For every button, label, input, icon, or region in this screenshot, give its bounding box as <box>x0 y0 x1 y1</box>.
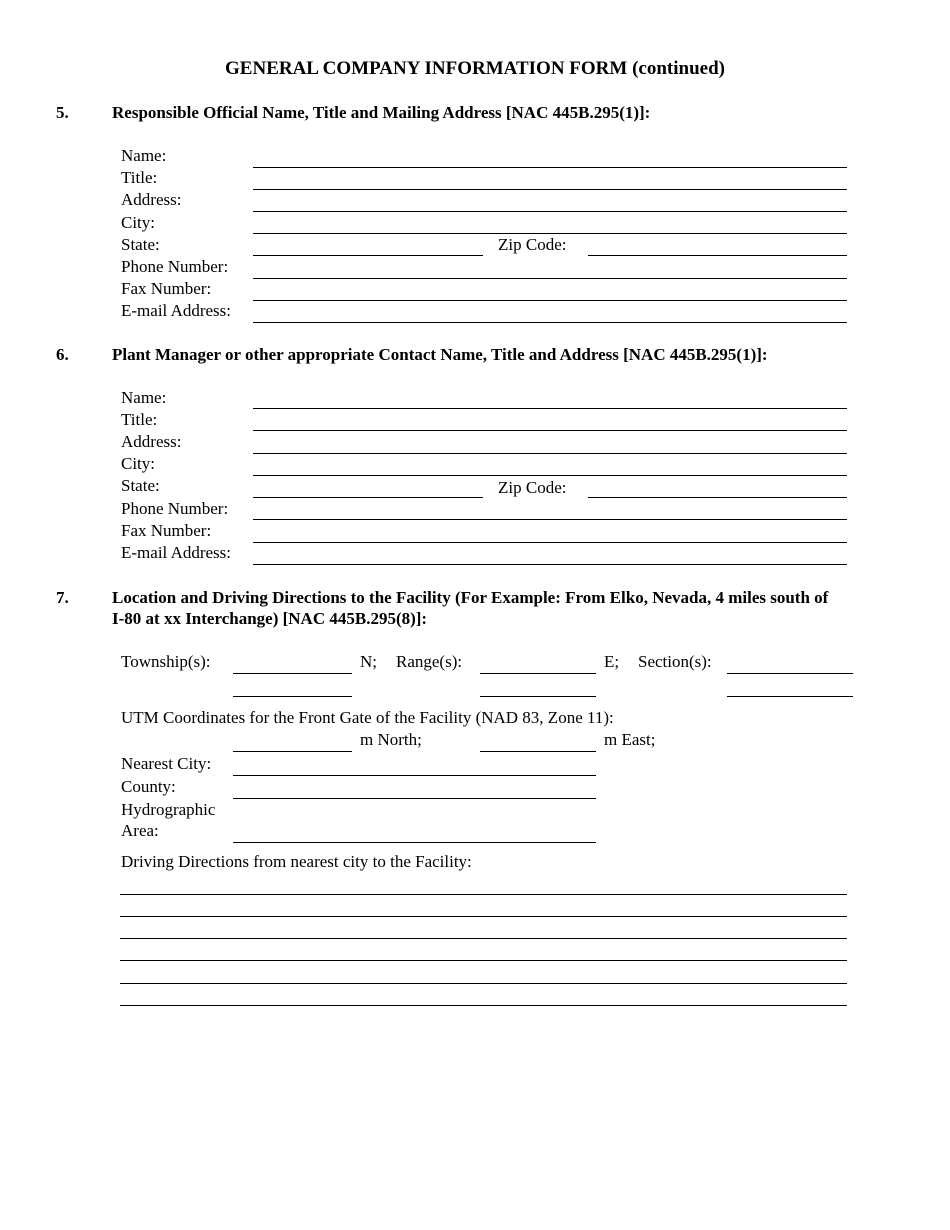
s5-name-label: Name: <box>121 146 167 165</box>
hydrographic-label-line2: Area: <box>121 821 159 840</box>
utm-label: UTM Coordinates for the Front Gate of the Facility (NAD 83, Zone 11): <box>121 708 614 727</box>
hydrographic-area-field[interactable] <box>233 842 596 843</box>
driving-directions-line-3[interactable] <box>120 938 847 939</box>
section7-heading-line2: I-80 at xx Interchange) [NAC 445B.295(8)]: <box>112 609 428 628</box>
section-field-1[interactable] <box>727 673 853 674</box>
section5-heading: Responsible Official Name, Title and Mailing Address [NAC 445B.295(1)]: <box>112 103 651 122</box>
township-label: Township(s): <box>121 652 211 671</box>
s5-zip-label: Zip Code: <box>498 235 567 254</box>
s6-state-field[interactable] <box>253 497 483 498</box>
s6-city-field[interactable] <box>253 475 847 476</box>
section5-number: 5. <box>56 103 69 122</box>
driving-directions-line-5[interactable] <box>120 983 847 984</box>
s6-email-field[interactable] <box>253 564 847 565</box>
s6-fax-label: Fax Number: <box>121 521 212 540</box>
s5-phone-field[interactable] <box>253 278 847 279</box>
range-e-suffix: E; <box>604 652 620 671</box>
s6-fax-field[interactable] <box>253 542 847 543</box>
s5-address-field[interactable] <box>253 211 847 212</box>
section7-number: 7. <box>56 588 69 607</box>
s6-address-field[interactable] <box>253 453 847 454</box>
s6-title-label: Title: <box>121 410 158 429</box>
s5-city-label: City: <box>121 213 156 232</box>
s6-state-label: State: <box>121 476 160 495</box>
s5-fax-label: Fax Number: <box>121 279 212 298</box>
driving-directions-line-6[interactable] <box>120 1005 847 1006</box>
utm-m-north: m North; <box>360 730 422 749</box>
range-label: Range(s): <box>396 652 463 671</box>
section-field-2[interactable] <box>727 696 853 697</box>
s5-title-field[interactable] <box>253 189 847 190</box>
s6-zip-label: Zip Code: <box>498 478 567 497</box>
county-field[interactable] <box>233 798 596 799</box>
s5-phone-label: Phone Number: <box>121 257 229 276</box>
nearest-city-field[interactable] <box>233 775 596 776</box>
driving-directions-line-1[interactable] <box>120 894 847 895</box>
hydrographic-label-line1: Hydrographic <box>121 800 216 819</box>
s6-city-label: City: <box>121 454 156 473</box>
s5-city-field[interactable] <box>253 233 847 234</box>
section7-heading-line1: Location and Driving Directions to the Facility (For Example: From Elko, Nevada, 4 miles south of <box>112 588 829 607</box>
s6-name-label: Name: <box>121 388 167 407</box>
section6-heading: Plant Manager or other appropriate Contact Name, Title and Address [NAC 445B.295(1)]: <box>112 345 768 364</box>
s5-name-field[interactable] <box>253 167 847 168</box>
driving-directions-line-2[interactable] <box>120 916 847 917</box>
section-label: Section(s): <box>638 652 712 671</box>
nearest-city-label: Nearest City: <box>121 754 212 773</box>
s5-zip-field[interactable] <box>588 255 847 256</box>
county-label: County: <box>121 777 176 796</box>
s5-email-field[interactable] <box>253 322 847 323</box>
utm-m-east: m East; <box>604 730 656 749</box>
s6-address-label: Address: <box>121 432 182 451</box>
township-field-1[interactable] <box>233 673 352 674</box>
page-title: GENERAL COMPANY INFORMATION FORM (continued) <box>225 58 725 79</box>
driving-directions-line-4[interactable] <box>120 960 847 961</box>
s6-email-label: E-mail Address: <box>121 543 232 562</box>
range-field-2[interactable] <box>480 696 596 697</box>
s5-state-field[interactable] <box>253 255 483 256</box>
range-field-1[interactable] <box>480 673 596 674</box>
driving-directions-label: Driving Directions from nearest city to the Facility: <box>121 852 472 871</box>
s5-title-label: Title: <box>121 168 158 187</box>
s6-phone-field[interactable] <box>253 519 847 520</box>
s5-state-label: State: <box>121 235 160 254</box>
s6-title-field[interactable] <box>253 430 847 431</box>
s6-name-field[interactable] <box>253 408 847 409</box>
utm-east-field[interactable] <box>480 751 596 752</box>
section6-number: 6. <box>56 345 69 364</box>
s5-email-label: E-mail Address: <box>121 301 232 320</box>
s6-phone-label: Phone Number: <box>121 499 229 518</box>
s6-zip-field[interactable] <box>588 497 847 498</box>
s5-fax-field[interactable] <box>253 300 847 301</box>
s5-address-label: Address: <box>121 190 182 209</box>
township-n-suffix: N; <box>360 652 377 671</box>
township-field-2[interactable] <box>233 696 352 697</box>
utm-north-field[interactable] <box>233 751 352 752</box>
